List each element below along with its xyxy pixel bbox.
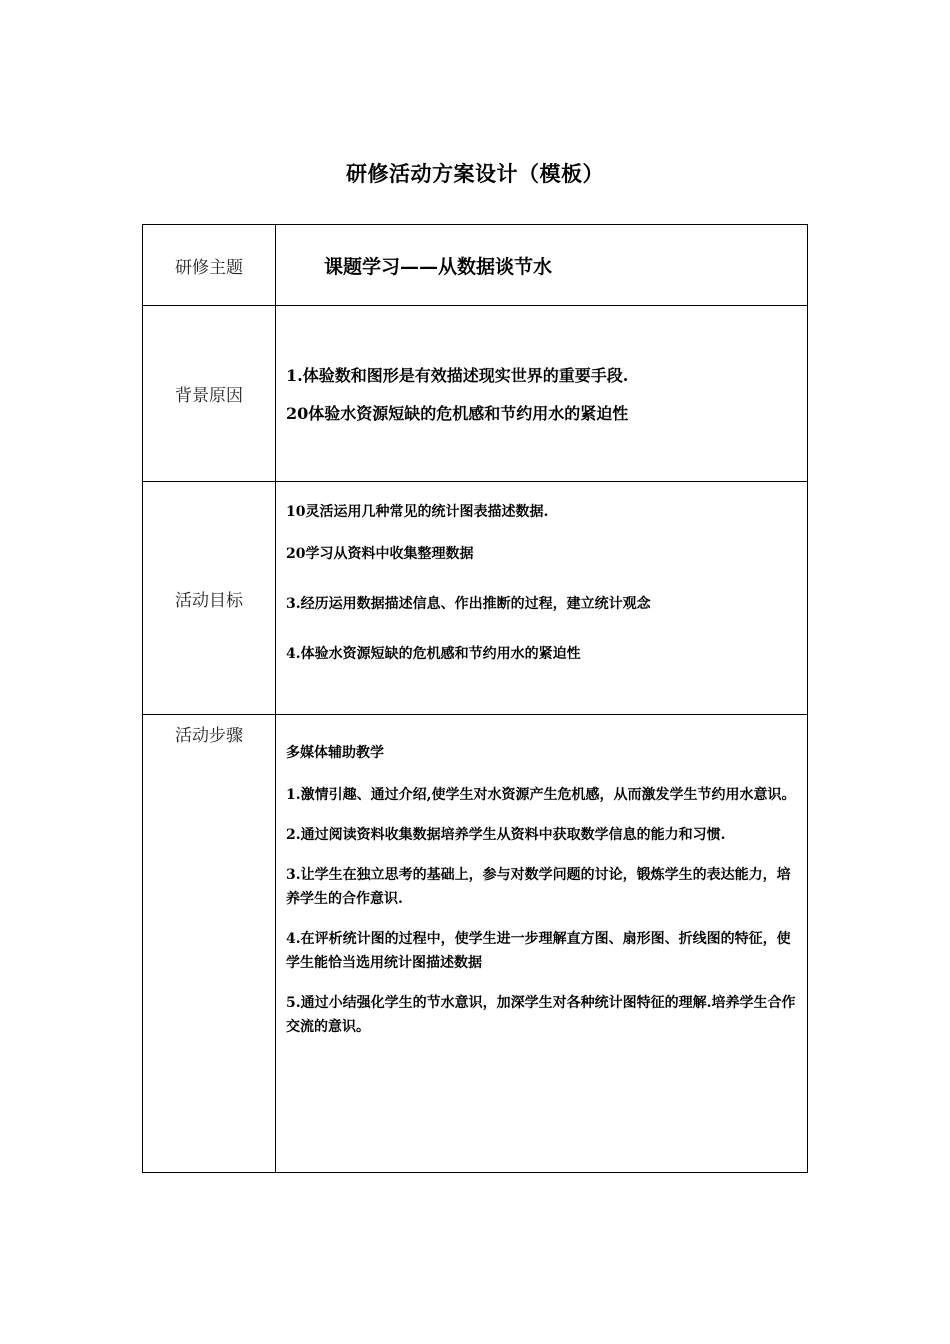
step-item: 3.让学生在独立思考的基础上，参与对数学问题的讨论，锻炼学生的表达能力，培养学生的合作意识. — [286, 867, 791, 907]
step-item: 4.在评析统计图的过程中，使学生进一步理解直方图、扇形图、折线图的特征，使学生能恰当选用统计图描述数据 — [286, 931, 791, 971]
table-row-background — [143, 306, 808, 482]
background-content — [276, 306, 808, 482]
goal-item: 3.经历运用数据描述信息、作出推断的过程，建立统计观念 — [286, 596, 651, 612]
goal-item: 4.体验水资源短缺的危机感和节约用水的紧迫性 — [286, 646, 581, 662]
background-line: 20体验水资源短缺的危机感和节约用水的紧迫性 — [286, 403, 629, 423]
step-item: 5.通过小结强化学生的节水意识，加深学生对各种统计图特征的理解.培养学生合作交流的意识。 — [286, 995, 796, 1035]
background-label: 背景原因 — [143, 306, 276, 482]
steps-content — [276, 715, 808, 1173]
table-row-theme — [143, 225, 808, 306]
goal-item: 20学习从资料中收集整理数据 — [286, 546, 474, 562]
goal-item: 10灵活运用几种常见的统计图表描述数据. — [286, 504, 549, 520]
steps-intro: 多媒体辅助教学 — [286, 745, 384, 761]
table-row-goals — [143, 482, 808, 715]
step-item: 2.通过阅读资料收集数据培养学生从资料中获取数学信息的能力和习惯. — [286, 827, 726, 843]
goals-content — [276, 482, 808, 715]
goals-label: 活动目标 — [143, 482, 276, 715]
step-item: 1.激情引趣、通过介绍,使学生对水资源产生危机感，从而激发学生节约用水意识。 — [286, 787, 796, 803]
background-line: 1.体验数和图形是有效描述现实世界的重要手段. — [286, 365, 629, 385]
theme-value: 课题学习——从数据谈节水 — [324, 255, 553, 278]
theme-label: 研修主题 — [143, 225, 276, 306]
plan-table — [142, 224, 808, 1173]
steps-label: 活动步骤 — [143, 715, 276, 1173]
theme-content — [276, 225, 808, 306]
page-title: 研修活动方案设计（模板） — [346, 161, 604, 186]
table-row-steps — [143, 715, 808, 1173]
